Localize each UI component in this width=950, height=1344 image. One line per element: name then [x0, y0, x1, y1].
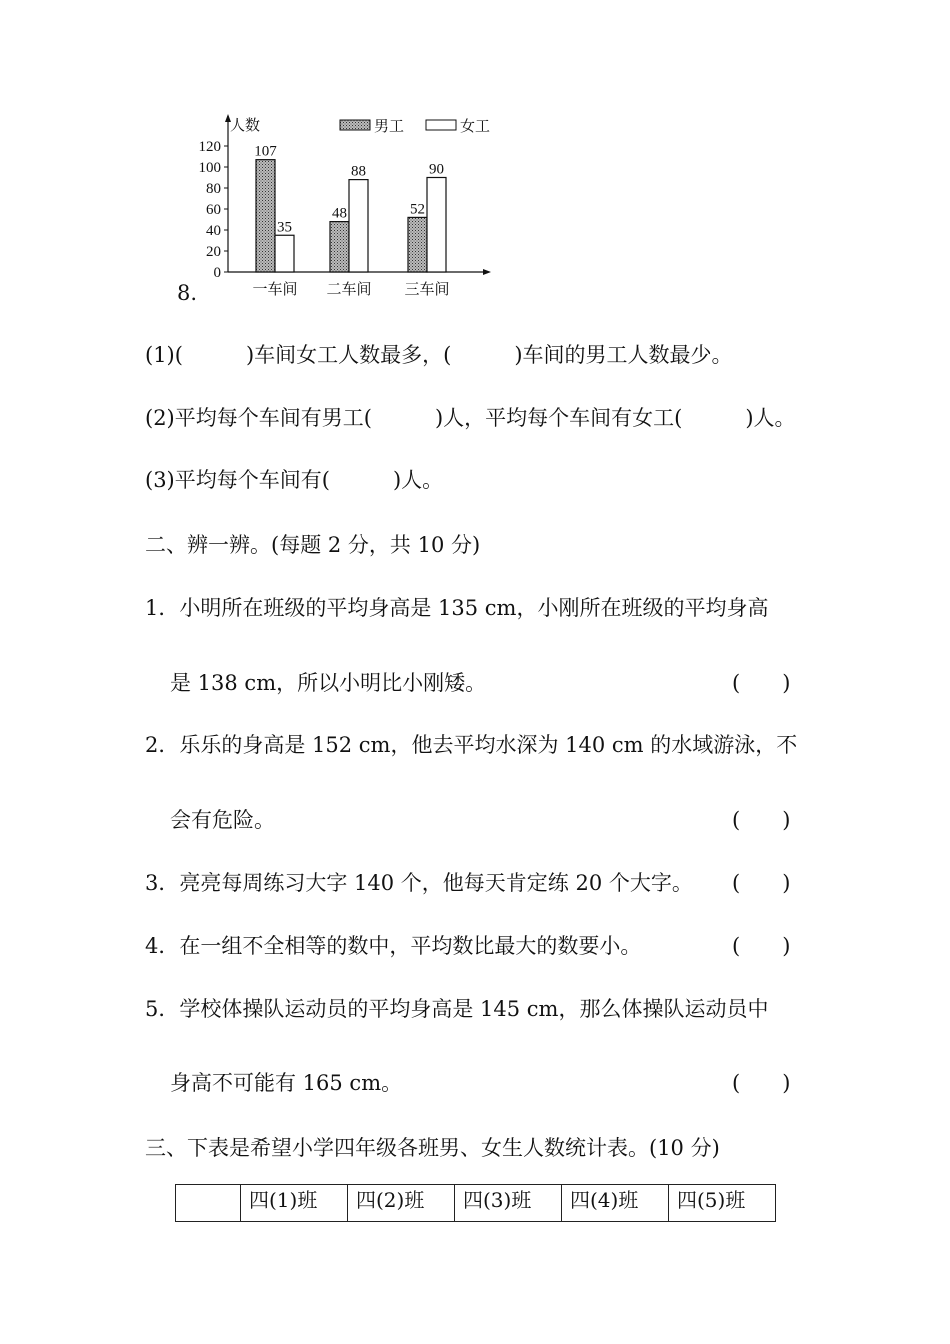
q8-sub3: (3)平均每个车间有( )人。 [145, 468, 444, 492]
legend-label-male: 男工 [374, 119, 405, 135]
bar-chart [175, 110, 505, 310]
judge-item-5-line2: 身高不可能有 165 cm。 [170, 1071, 403, 1095]
bar-value-label: 35 [277, 219, 292, 236]
y-tick-label: 60 [206, 202, 221, 218]
y-tick-label: 40 [206, 223, 221, 239]
bar-male [408, 217, 427, 272]
bar-value-label: 48 [332, 205, 347, 222]
x-tick-label: 三车间 [404, 282, 450, 298]
table-header-cell: 四(5)班 [669, 1185, 776, 1222]
judge-item-5-line1: 5．学校体操队运动员的平均身高是 145 cm，那么体操队运动员中 [145, 997, 769, 1021]
legend-swatch-male [340, 120, 370, 130]
class-stats-table [175, 1184, 776, 1222]
question-number: 8. [177, 281, 198, 305]
answer-paren-2: ( ) [732, 808, 791, 832]
legend-label-female: 女工 [460, 119, 491, 135]
table-header-cell: 四(3)班 [455, 1185, 562, 1222]
bar-female [275, 235, 294, 272]
judge-item-2-line1: 2．乐乐的身高是 152 cm，他去平均水深为 140 cm 的水域游泳，不 [145, 733, 798, 757]
y-axis-label: 人数 [230, 118, 261, 134]
table-header-cell: 四(1)班 [241, 1185, 348, 1222]
answer-paren-5: ( ) [732, 1071, 791, 1095]
table-header-cell: 四(4)班 [562, 1185, 669, 1222]
y-tick-label: 100 [198, 160, 221, 176]
answer-paren-3: ( ) [732, 871, 791, 895]
bar-value-label: 90 [429, 161, 444, 178]
bar-value-label: 88 [351, 163, 366, 180]
x-axis-arrow [483, 269, 491, 275]
y-tick-label: 20 [206, 244, 221, 260]
judge-item-1-line1: 1．小明所在班级的平均身高是 135 cm，小刚所在班级的平均身高 [145, 596, 769, 620]
judge-item-2-line2: 会有危险。 [170, 808, 275, 832]
y-tick-label: 120 [198, 139, 221, 155]
table-header-cell: 四(2)班 [348, 1185, 455, 1222]
bar-value-label: 107 [254, 143, 277, 160]
section2-title: 二、辨一辨。(每题 2 分，共 10 分) [145, 533, 481, 557]
answer-paren-1: ( ) [732, 671, 791, 695]
judge-item-4: 4．在一组不全相等的数中，平均数比最大的数要小。 [145, 934, 642, 958]
y-tick-label: 0 [213, 265, 221, 281]
section3-title: 三、下表是希望小学四年级各班男、女生人数统计表。(10 分) [145, 1136, 720, 1160]
bar-female [349, 180, 368, 272]
bar-male [256, 160, 275, 272]
table-header-row [176, 1185, 776, 1222]
table-header-cell [176, 1185, 241, 1222]
bar-value-label: 52 [410, 201, 425, 218]
q8-sub2: (2)平均每个车间有男工( )人，平均每个车间有女工( )人。 [145, 406, 796, 430]
y-tick-label: 80 [206, 181, 221, 197]
bar-female [427, 178, 446, 273]
answer-paren-4: ( ) [732, 934, 791, 958]
x-tick-label: 一车间 [252, 282, 298, 298]
q8-sub1: (1)( )车间女工人数最多，( )车间的男工人数最少。 [145, 343, 733, 367]
legend-swatch-female [426, 120, 456, 130]
x-tick-label: 二车间 [326, 282, 372, 298]
judge-item-1-line2: 是 138 cm，所以小明比小刚矮。 [170, 671, 487, 695]
judge-item-3: 3．亮亮每周练习大字 140 个，他每天肯定练 20 个大字。 [145, 871, 693, 895]
bar-male [330, 222, 349, 272]
